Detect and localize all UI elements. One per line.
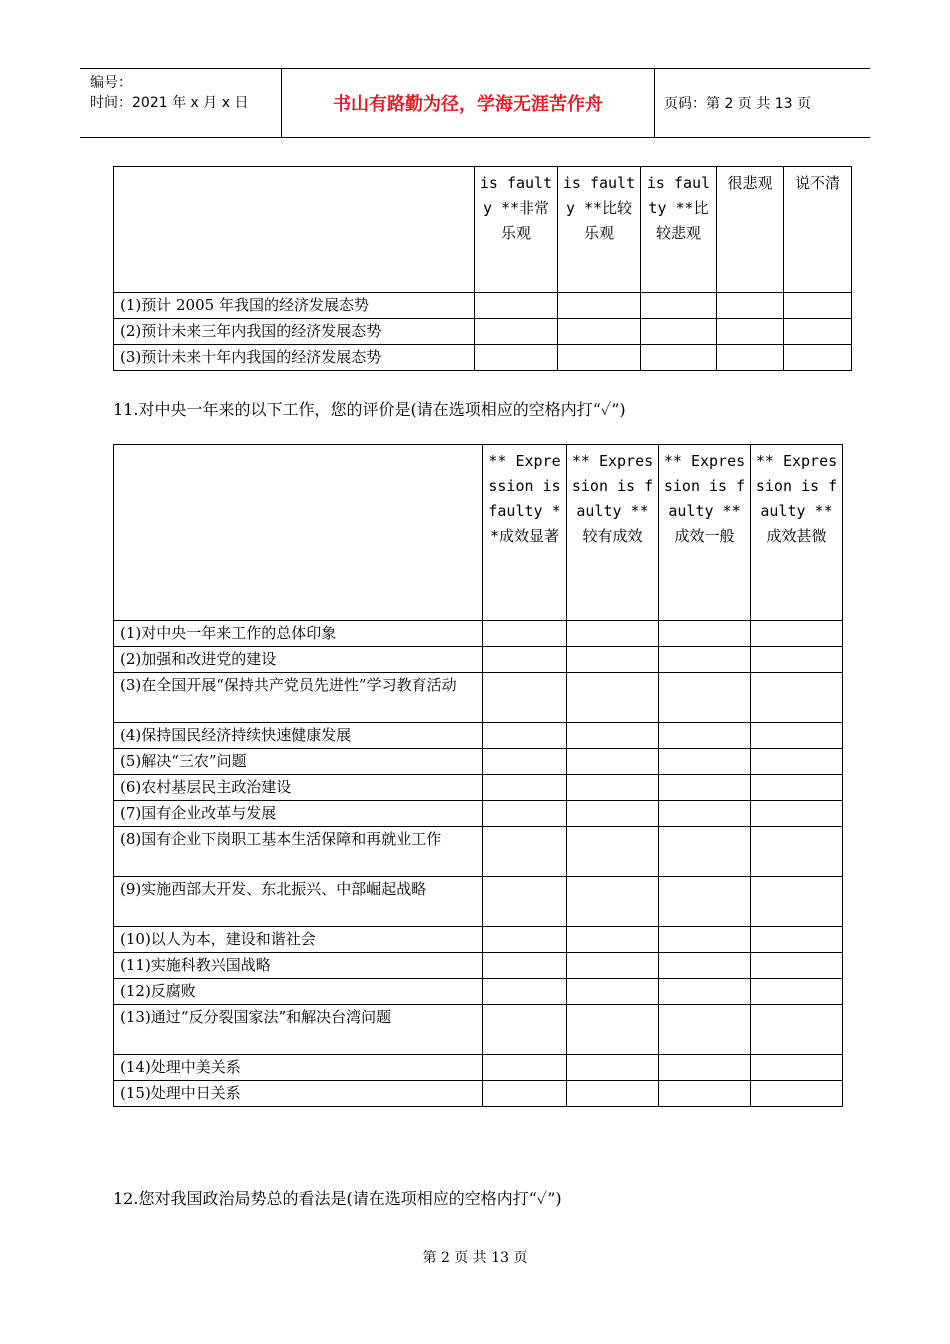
header-motto: 书山有路勤为径，学海无涯苦作舟: [282, 69, 655, 137]
answer-cell[interactable]: [641, 345, 717, 371]
answer-cell[interactable]: [483, 1005, 567, 1055]
answer-cell[interactable]: [483, 723, 567, 749]
answer-cell[interactable]: [567, 621, 659, 647]
row-label: (3)预计未来十年内我国的经济发展态势: [114, 345, 475, 371]
column-header: ** Expression is faulty **成效显著: [483, 445, 567, 621]
answer-cell[interactable]: [659, 673, 751, 723]
table-row: [114, 877, 843, 927]
table-row: [114, 827, 843, 877]
answer-cell[interactable]: [483, 801, 567, 827]
answer-cell[interactable]: [558, 319, 641, 345]
table-row: [114, 723, 843, 749]
table-row: [114, 293, 852, 319]
table-row: [114, 647, 843, 673]
answer-cell[interactable]: [717, 319, 784, 345]
answer-cell[interactable]: [483, 927, 567, 953]
page-header: [80, 68, 870, 138]
answer-cell[interactable]: [751, 775, 843, 801]
table-row: [114, 673, 843, 723]
table-row: [114, 979, 843, 1005]
answer-cell[interactable]: [641, 293, 717, 319]
column-header: ** Expression is faulty **成效一般: [659, 445, 751, 621]
answer-cell[interactable]: [567, 979, 659, 1005]
table-row: [114, 953, 843, 979]
answer-cell[interactable]: [483, 673, 567, 723]
table-header-row: [114, 445, 843, 621]
row-label: (10)以人为本，建设和谐社会: [114, 927, 483, 953]
answer-cell[interactable]: [751, 1081, 843, 1107]
answer-cell[interactable]: [483, 827, 567, 877]
table-row: [114, 927, 843, 953]
answer-cell[interactable]: [567, 801, 659, 827]
answer-cell[interactable]: [475, 345, 558, 371]
answer-cell[interactable]: [659, 775, 751, 801]
answer-cell[interactable]: [567, 673, 659, 723]
answer-cell[interactable]: [558, 293, 641, 319]
header-page-number: 页码：第 2 页 共 13 页: [664, 96, 811, 112]
answer-cell[interactable]: [483, 953, 567, 979]
answer-cell[interactable]: [567, 1005, 659, 1055]
table-row: [114, 319, 852, 345]
row-label: (1)预计 2005 年我国的经济发展态势: [114, 293, 475, 319]
answer-cell[interactable]: [717, 293, 784, 319]
column-header: ** Expression is faulty **成效甚微: [751, 445, 843, 621]
answer-cell[interactable]: [567, 723, 659, 749]
row-label: (9)实施西部大开发、东北振兴、中部崛起战略: [114, 877, 483, 927]
answer-cell[interactable]: [659, 1081, 751, 1107]
answer-cell[interactable]: [567, 1055, 659, 1081]
table-row: [114, 801, 843, 827]
column-header: is faulty **比较悲观: [641, 167, 717, 293]
question-12: 12.您对我国政治局势总的看法是(请在选项相应的空格内打“✓”): [113, 1189, 562, 1208]
answer-cell[interactable]: [483, 1081, 567, 1107]
row-label: (2)加强和改进党的建设: [114, 647, 483, 673]
answer-cell[interactable]: [659, 723, 751, 749]
row-label: (4)保持国民经济持续快速健康发展: [114, 723, 483, 749]
answer-cell[interactable]: [567, 827, 659, 877]
answer-cell[interactable]: [483, 775, 567, 801]
answer-cell[interactable]: [483, 979, 567, 1005]
answer-cell[interactable]: [751, 723, 843, 749]
row-label: (12)反腐败: [114, 979, 483, 1005]
answer-cell[interactable]: [659, 801, 751, 827]
header-meta: [80, 69, 282, 137]
answer-cell[interactable]: [751, 621, 843, 647]
answer-cell[interactable]: [751, 877, 843, 927]
row-label: (14)处理中美关系: [114, 1055, 483, 1081]
answer-cell[interactable]: [567, 1081, 659, 1107]
row-label: (13)通过“反分裂国家法”和解决台湾问题: [114, 1005, 483, 1055]
row-label: (5)解决“三农”问题: [114, 749, 483, 775]
time-label: 时间：2021 年 x 月 x 日: [90, 95, 249, 111]
answer-cell[interactable]: [659, 1055, 751, 1081]
row-label: (6)农村基层民主政治建设: [114, 775, 483, 801]
answer-cell[interactable]: [784, 319, 852, 345]
page-footer: 第 2 页 共 13 页: [422, 1250, 528, 1266]
number-label: 编号：: [90, 75, 132, 91]
table-header-row: [114, 167, 852, 293]
row-label: (11)实施科教兴国战略: [114, 953, 483, 979]
row-label: (3)在全国开展“保持共产党员先进性”学习教育活动: [114, 673, 483, 723]
answer-cell[interactable]: [567, 927, 659, 953]
answer-cell[interactable]: [641, 319, 717, 345]
row-label: (2)预计未来三年内我国的经济发展态势: [114, 319, 475, 345]
answer-cell[interactable]: [659, 953, 751, 979]
row-label: (15)处理中日关系: [114, 1081, 483, 1107]
answer-cell[interactable]: [659, 979, 751, 1005]
answer-cell[interactable]: [659, 827, 751, 877]
answer-cell[interactable]: [784, 345, 852, 371]
answer-cell[interactable]: [567, 749, 659, 775]
answer-cell[interactable]: [558, 345, 641, 371]
answer-cell[interactable]: [659, 927, 751, 953]
answer-cell[interactable]: [659, 1005, 751, 1055]
answer-cell[interactable]: [483, 647, 567, 673]
table-row: [114, 749, 843, 775]
answer-cell[interactable]: [567, 647, 659, 673]
question-11: 11.对中央一年来的以下工作，您的评价是(请在选项相应的空格内打“✓”): [113, 400, 626, 419]
answer-cell[interactable]: [751, 827, 843, 877]
row-label: (8)国有企业下岗职工基本生活保障和再就业工作: [114, 827, 483, 877]
answer-cell[interactable]: [751, 953, 843, 979]
answer-cell[interactable]: [483, 1055, 567, 1081]
table-row: [114, 1005, 843, 1055]
answer-cell[interactable]: [751, 749, 843, 775]
answer-cell[interactable]: [717, 345, 784, 371]
column-header: 说不清: [784, 167, 852, 293]
answer-cell[interactable]: [567, 877, 659, 927]
answer-cell[interactable]: [751, 673, 843, 723]
answer-cell[interactable]: [567, 775, 659, 801]
answer-cell[interactable]: [751, 1055, 843, 1081]
table-row: [114, 345, 852, 371]
row-label: (7)国有企业改革与发展: [114, 801, 483, 827]
answer-cell[interactable]: [659, 621, 751, 647]
economy-outlook-table: [113, 166, 852, 371]
answer-cell[interactable]: [751, 647, 843, 673]
answer-cell[interactable]: [751, 979, 843, 1005]
answer-cell[interactable]: [483, 621, 567, 647]
answer-cell[interactable]: [475, 293, 558, 319]
column-header: is faulty **比较乐观: [558, 167, 641, 293]
answer-cell[interactable]: [567, 953, 659, 979]
answer-cell[interactable]: [483, 749, 567, 775]
answer-cell[interactable]: [751, 1005, 843, 1055]
row-label: (1)对中央一年来工作的总体印象: [114, 621, 483, 647]
table-row: [114, 1055, 843, 1081]
table-row: [114, 775, 843, 801]
answer-cell[interactable]: [751, 801, 843, 827]
answer-cell[interactable]: [784, 293, 852, 319]
column-header: 很悲观: [717, 167, 784, 293]
answer-cell[interactable]: [475, 319, 558, 345]
answer-cell[interactable]: [483, 877, 567, 927]
column-header: is faulty **非常乐观: [475, 167, 558, 293]
header-blank-cell: [114, 167, 475, 293]
table-row: [114, 621, 843, 647]
answer-cell[interactable]: [659, 749, 751, 775]
column-header: ** Expression is faulty **较有成效: [567, 445, 659, 621]
answer-cell[interactable]: [659, 877, 751, 927]
table-row: [114, 1081, 843, 1107]
answer-cell[interactable]: [751, 927, 843, 953]
answer-cell[interactable]: [659, 647, 751, 673]
work-evaluation-table: [113, 444, 843, 1107]
header-blank-cell: [114, 445, 483, 621]
